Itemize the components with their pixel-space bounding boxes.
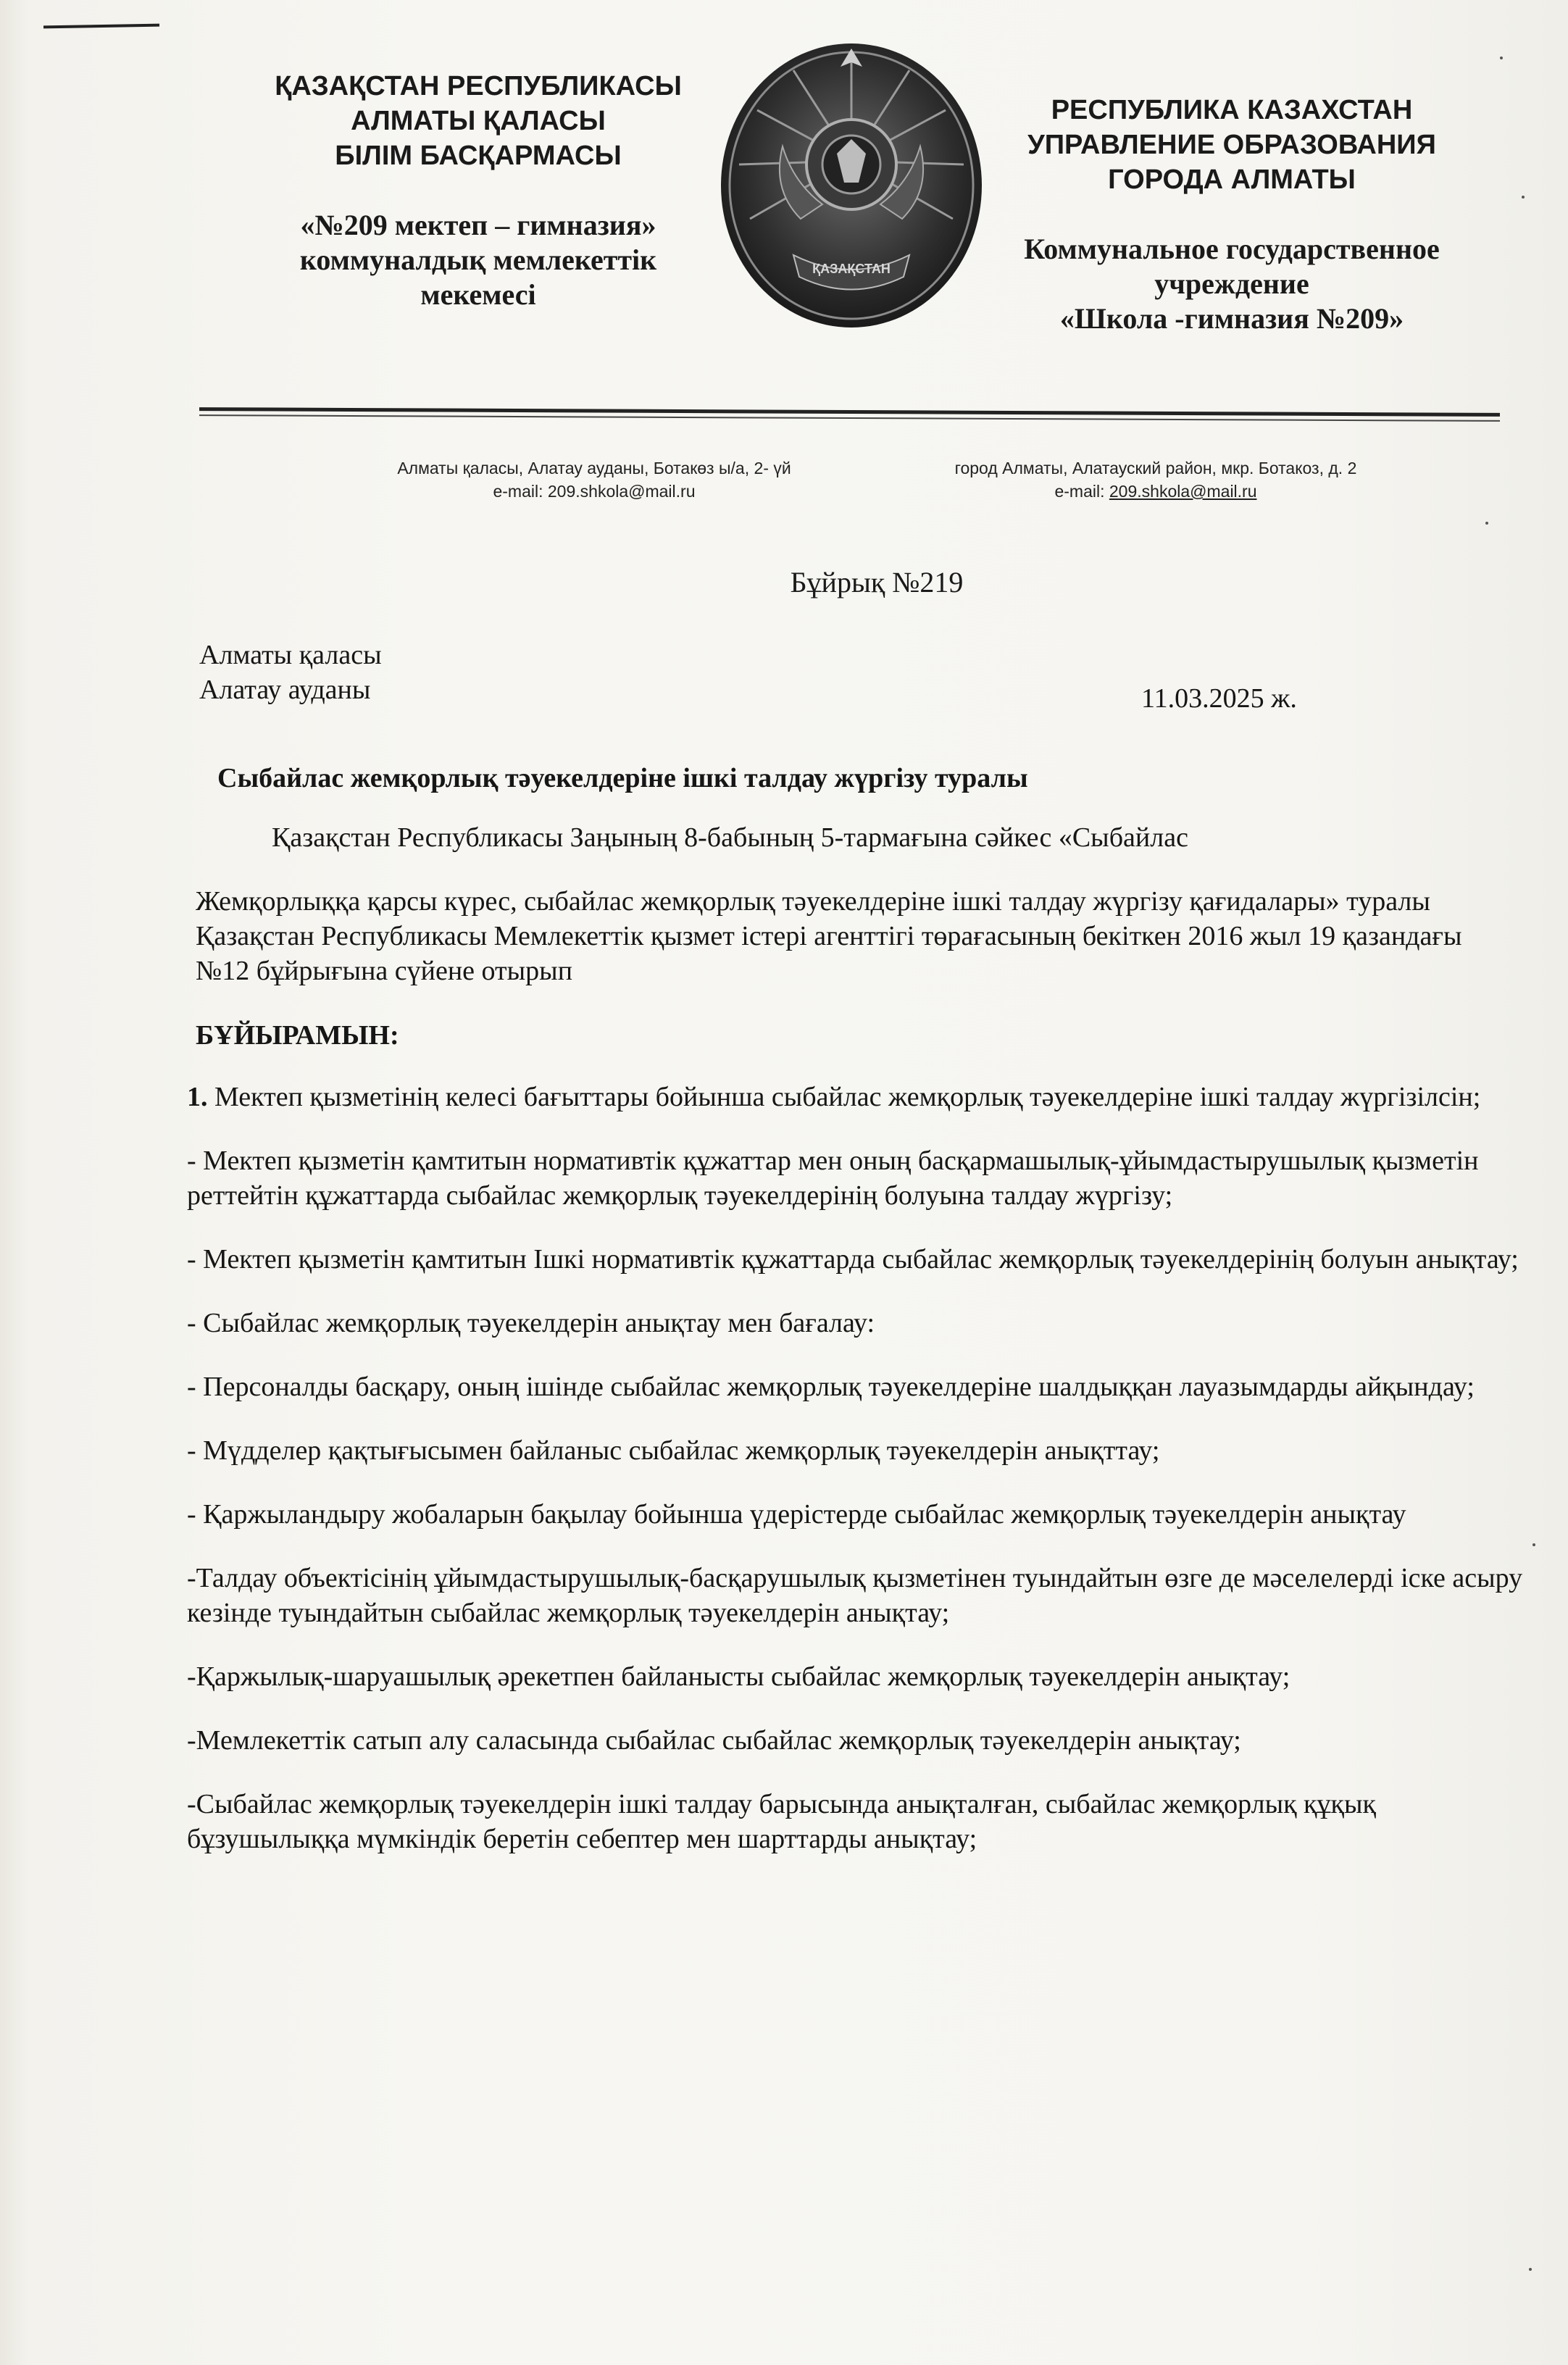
header-ru-org2: учреждение [1154,267,1309,300]
speck [1500,57,1503,59]
list-item: - Мүдделер қақтығысымен байланыс сыбайлас жемқорлық тәуекелдерін анықттау; [187,1435,1160,1466]
header-kz-line2: АЛМАТЫ ҚАЛАСЫ [351,106,606,136]
order-date: 11.03.2025 ж. [1141,683,1297,714]
preamble-text: Жемқорлыққа қарсы күрес, сыбайлас жемқорлық тәуекелдеріне ішкі талдау жүргізу қағидалары» туралы Қазақстан Республикасы Мемлекеттік қызмет істері агенттігі төрағасының бекіткен 2016 жыл 19 қазандағы №12 бұйрығына сүйене отырып [196,886,1462,986]
preamble-first-line: Қазақстан Республикасы Заңының 8-бабының 5-тармағына сәйкес «Сыбайлас [272,822,1188,853]
header-ru-org3: «Школа -гимназия №209» [1059,302,1404,335]
speck [1529,2268,1532,2271]
header-kz-org3: мекемесі [420,278,536,311]
speck [1522,196,1525,199]
header-ru-line2: УПРАВЛЕНИЕ ОБРАЗОВАНИЯ [1027,130,1436,160]
order-title: Бұйрық №219 [790,566,964,598]
address-ru-email-line [909,480,1402,503]
list-item: - Сыбайлас жемқорлық тәуекелдерін анықтау мен бағалау: [187,1308,875,1338]
order-items-list [187,1080,1535,1885]
list-item: - Қаржыландыру жобаларын бақылау бойынша үдерістерде сыбайлас жемқорлық тәуекелдерін анықтау [187,1499,1406,1530]
header-russian [985,93,1478,336]
address-ru-email-prefix: e-mail: [1054,482,1109,501]
address-ru-line: город Алматы, Алатауский район, мкр. Ботакоз, д. 2 [954,459,1357,477]
header-kazakh [210,69,746,312]
speck [1532,1543,1535,1546]
header-kz-line1: ҚАЗАҚСТАН РЕСПУБЛИКАСЫ [275,71,682,101]
list-item: -Талдау объектісінің ұйымдастырушылық-басқарушылық қызметінен туындайтын өзге де мәселелерді іске асыру кезінде туындайтын сыбайлас жемқорлық тәуекелдерін анықтау; [187,1563,1523,1628]
stray-pen-mark [43,24,159,29]
list-item [187,1080,1535,1114]
header-ru-line3: ГОРОДА АЛМАТЫ [1108,164,1356,195]
header-kz-org2: коммуналдық мемлекеттік [299,243,657,276]
address-ru-email: 209.shkola@mail.ru [1109,482,1257,501]
list-item: -Қаржылық-шаруашылық әрекетпен байланысты сыбайлас жемқорлық тәуекелдерін анықтау; [187,1661,1290,1692]
order-place-district: Алатау ауданы [199,675,371,705]
header-ru-org [985,232,1478,336]
header-kz-org1: «№209 мектеп – гимназия» [300,209,656,241]
item-number: 1. [187,1082,208,1112]
speck [1485,522,1488,525]
list-item: - Персоналды басқару, оның ішінде сыбайлас жемқорлық тәуекелдеріне шалдыққан лауазымдарды айқындау; [187,1372,1475,1402]
header-ru-org1: Коммунальное государственное [1024,233,1440,265]
list-item: - Мектеп қызметін қамтитын Ішкі нормативтік құжаттарда сыбайлас жемқорлық тәуекелдерінің болуын анықтау; [187,1244,1519,1275]
address-russian [909,456,1402,503]
list-item: -Сыбайлас жемқорлық тәуекелдерін ішкі талдау барысында анықталған, сыбайлас жемқорлық құқық бұзушылыққа мүмкіндік беретін себептер мен шарттарды анықтау; [187,1789,1376,1854]
document-heading: Сыбайлас жемқорлық тәуекелдеріне ішкі талдау жүргізу туралы [217,763,1028,793]
order-place [199,638,382,707]
address-kz-email: e-mail: 209.shkola@mail.ru [493,482,696,501]
state-emblem-icon [714,38,989,333]
header-ru-line1: РЕСПУБЛИКА КАЗАХСТАН [1051,95,1413,125]
order-directive: БҰЙЫРАМЫН: [196,1020,399,1051]
order-place-city: Алматы қаласы [199,640,382,670]
item-text: Мектеп қызметінің келесі бағыттары бойынша сыбайлас жемқорлық тәуекелдеріне ішкі талдау жүргізілсін; [207,1082,1481,1112]
header-kz-org [210,208,746,312]
list-item: -Мемлекеттік сатып алу саласында сыбайлас сыбайлас жемқорлық тәуекелдерін анықтау; [187,1725,1241,1756]
header-kz-line3: БІЛІМ БАСҚАРМАСЫ [335,141,622,171]
emblem-ribbon-text: ҚАЗАҚСТАН [812,262,891,276]
list-item: - Мектеп қызметін қамтитын нормативтік құжаттар мен оның басқармашылық-ұйымдастырушылық қызметін реттейтін құжаттарда сыбайлас жемқорлық тәуекелдерінің болуына талдау жүргізу; [187,1146,1479,1211]
address-kazakh [341,456,848,503]
address-kz-line: Алматы қаласы, Алатау ауданы, Ботакөз ы/а, 2- үй [397,459,791,477]
